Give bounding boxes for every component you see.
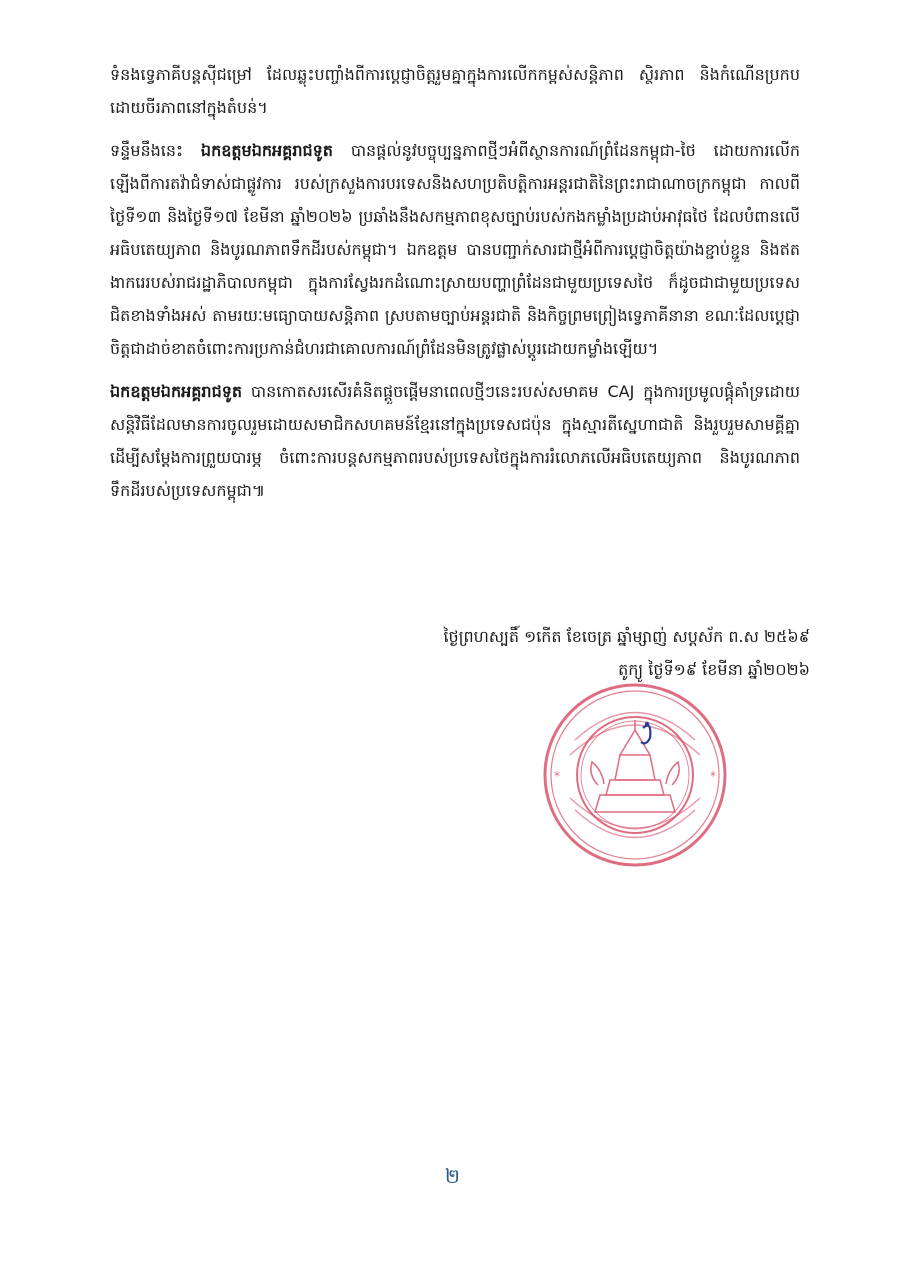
paragraph-2-emphasis: ឯកឧត្តមឯកអគ្គរាជទូត bbox=[200, 141, 333, 160]
paragraph-2-tail: បានផ្តល់នូវបច្ចុប្បន្នភាពថ្មីៗអំពីស្ថានការណ៍ព្រំដែនកម្ពុជា-ថៃ ដោយការលើកឡើងពីការតវ៉ាជំទាស់ជាផ្លូវការ របស់ក្រសួងការបរទេសនិងសហប្រតិបត្តិការអន្តរជាតិនៃព្រះរាជាណាចក្រកម្ពុជា កាលពីថ្ងៃទី១៣ និងថ្ងៃទី១៧ ខែមីនា ឆ្នាំ២០២៦ ប្រឆាំងនឹងសកម្មភាពខុសច្បាប់របស់កងកម្លាំងប្រដាប់អាវុធថៃ ដែលបំពានលើអធិបតេយ្យភាព និងបូរណភាពទឹកដីរបស់កម្ពុជា។ ឯកឧត្តម បានបញ្ជាក់សារជាថ្មីអំពីការប្តេជ្ញាចិត្តយ៉ាងខ្ជាប់ខ្ជួន និងឥតងាករេរបស់រាជរដ្ឋាភិបាលកម្ពុជា ក្នុងការស្វែងរកដំណោះស្រាយបញ្ហាព្រំដែនជាមួយប្រទេសថៃ ក៏ដូចជាជាមួយប្រទេសជិតខាងទាំងអស់ តាមរយៈមធ្យោបាយសន្តិភាព ស្របតាមច្បាប់អន្តរជាតិ និងកិច្ចព្រមព្រៀងទ្វេភាគីនានា ខណៈដែលប្តេជ្ញាចិត្តជាដាច់ខាតចំពោះការប្រកាន់ជំហរជាគោលការណ៍ព្រំដែនមិនត្រូវផ្លាស់ប្តូរដោយកម្លាំងឡើយ។ bbox=[110, 141, 800, 358]
page-number: ២ bbox=[444, 1164, 461, 1188]
dateline-lunar: ថ្ងៃព្រហស្បតិ៍ ១កើត ខែចេត្រ ឆ្នាំម្សាញ់ សប្តស័ក ព.ស ២៥៦៩ bbox=[443, 627, 810, 646]
dateline bbox=[443, 620, 810, 686]
paragraph-1-text: ទំនងទេ្វភាគីបន្តស៊ីជម្រៅ ដែលឆ្លុះបញ្ចាំងពីការប្តេជ្ញាចិត្តរួមគ្នាក្នុងការលើកកម្ពស់សន្តិភាព ស្ថិរភាព និងកំណើនប្រកបដោយចីរភាពនៅក្នុងតំបន់។ bbox=[110, 65, 800, 117]
embassy-seal-icon bbox=[540, 680, 730, 870]
svg-text:*: * bbox=[554, 769, 560, 783]
svg-text:*: * bbox=[710, 769, 716, 783]
paragraph-1 bbox=[110, 58, 800, 124]
paragraph-3-lead: ឯកឧត្តមឯកអគ្គរាជទូត bbox=[110, 382, 243, 401]
paragraph-3-text: បានកោតសរសើរគំនិតផ្តួចផ្តើមនាពេលថ្មីៗនេះរបស់សមាគម CAJ ក្នុងការប្រមូលផ្តុំគាំទ្រដោយសន្តិវិធីដែលមានការចូលរួមដោយសមាជិកសហគមន៍ខ្មែរនៅក្នុងប្រទេសជប៉ុន ក្នុងស្មារតីស្នេហាជាតិ និងរួបរួមសាមគ្គីគ្នា ដើម្បីសម្តែងការព្រួយបារម្ភ ចំពោះការបន្តសកម្មភាពរបស់ប្រទេសថៃក្នុងការរំលោភលើអធិបតេយ្យភាព និងបូរណភាពទឹកដីរបស់ប្រទេសកម្ពុជា៕ bbox=[110, 382, 800, 500]
dateline-solar: តូក្យូ ថ្ងៃទី១៩ ខែមីនា ឆ្នាំ២០២៦ bbox=[618, 660, 810, 679]
document-body bbox=[110, 58, 800, 517]
paragraph-2 bbox=[110, 134, 800, 365]
paragraph-2-text: ទន្ទឹមនឹងនេះ bbox=[110, 141, 201, 160]
paragraph-3 bbox=[110, 375, 800, 507]
